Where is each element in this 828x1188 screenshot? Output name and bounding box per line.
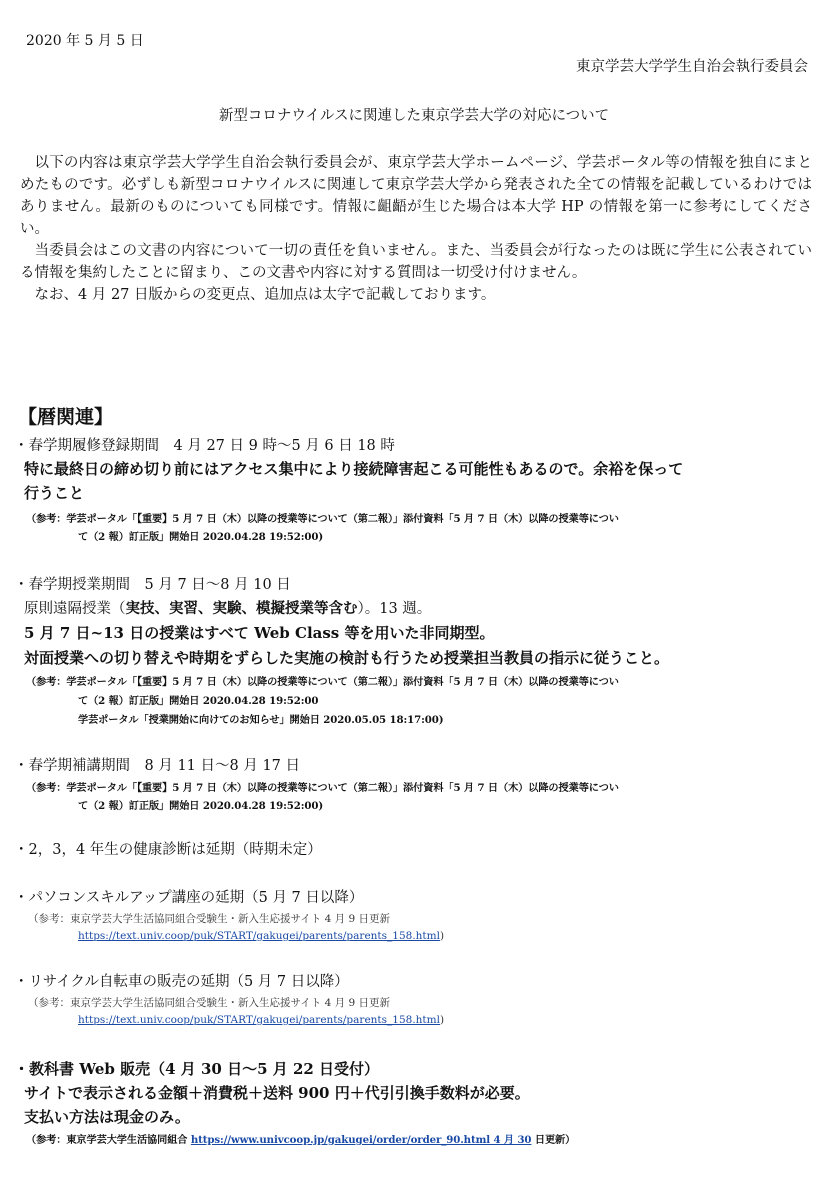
registration-bold-1: 特に最終日の締め切り前にはアクセス集中により接続障害起こる可能性もあるので。余裕を保って (24, 460, 684, 478)
supplementary-title: ・春学期補講期間 8 月 11 日〜8 月 17 日 (14, 758, 301, 774)
document-date: 2020 年 5 月 5 日 (26, 33, 144, 49)
registration-title: ・春学期履修登録期間 4 月 27 日 9 時〜5 月 6 日 18 時 (14, 438, 395, 454)
bicycle-ref-1: （参考：東京学芸大学生活協同組合受験生・新入生応援サイト 4 月 9 日更新 (28, 997, 390, 1009)
pc-skills-title: ・パソコンスキルアップ講座の延期（5 月 7 日以降） (14, 890, 364, 906)
registration-ref-2: て（2 報）訂正版」開始日 2020.04.28 19:52:00) (78, 531, 324, 543)
health-title: ・2，3，4 年生の健康診断は延期（時期未定） (14, 842, 322, 858)
classes-ref-1: （参考：学芸ポータル「【重要】5 月 7 日（木）以降の授業等について（第二報）」添付資料「5 月 7 日（木）以降の授業等につい (26, 676, 619, 688)
textbooks-ref-suffix: 日更新） (531, 1134, 576, 1146)
registration-ref-1: （参考：学芸ポータル「【重要】5 月 7 日（木）以降の授業等について（第二報）」添付資料「5 月 7 日（木）以降の授業等につい (26, 513, 619, 525)
classes-ref-3: 学芸ポータル「授業開始に向けてのお知らせ」開始日 2020.05.05 18:17:00) (78, 714, 444, 726)
registration-bold-2: 行うこと (24, 484, 85, 502)
textbooks-title: ・教科書 Web 販売（4 月 30 日〜5 月 22 日受付） (14, 1060, 380, 1078)
intro (20, 152, 812, 306)
bicycle-ref-close: ) (439, 1014, 445, 1026)
intro-paragraph-1: 以下の内容は東京学芸大学学生自治会執行委員会が、東京学芸大学ホームページ、学芸ポータル等の情報を独自にまとめたものです。必ずしも新型コロナウイルスに関連して東京学芸大学から発表された全ての情報を記載しているわけではありません。最新のものについても同様です。情報に齟齬が生じた場合は本大学 HP の情報を第一に参考にしてください。 (20, 155, 812, 237)
pc-skills-ref-2 (78, 930, 444, 942)
intro-paragraph-3: なお、4 月 27 日版からの変更点、追加点は太字で記載しております。 (34, 287, 496, 303)
classes-bold-2: 対面授業への切り替えや時期をずらした実施の検討も行うため授業担当教員の指示に従うこと。 (24, 649, 670, 667)
textbooks-ref (26, 1131, 575, 1146)
classes-remote-bold: 実技、実習、実験、模擬授業等含む (125, 600, 358, 617)
pc-skills-ref-1: （参考：東京学芸大学生活協同組合受験生・新入生応援サイト 4 月 9 日更新 (28, 913, 390, 925)
classes-remote-suffix: ）。13 週。 (357, 601, 432, 617)
pc-skills-link[interactable]: https://text.univ.coop/puk/START/gakugei/parents/parents_158.html (78, 930, 440, 942)
textbooks-bold-1: サイトで表示される金額＋消費税＋送料 900 円＋代引引換手数料が必要。 (24, 1084, 530, 1102)
bicycle-link[interactable]: https://text.univ.coop/puk/START/gakugei/parents/parents_158.html (78, 1014, 440, 1026)
classes-remote-prefix: 原則遠隔授業（ (24, 601, 126, 617)
textbooks-link-url[interactable]: https://www.univcoop.jp/gakugei/order/order_90.html (190, 1134, 491, 1146)
pc-skills-ref-close: ) (439, 930, 445, 942)
textbooks-ref-prefix: （参考：東京学芸大学生活協同組合 (26, 1134, 191, 1146)
bicycle-title: ・リサイクル自転車の販売の延期（5 月 7 日以降） (14, 974, 349, 990)
classes-title: ・春学期授業期間 5 月 7 日〜8 月 10 日 (14, 577, 291, 593)
classes-bold-1: 5 月 7 日~13 日の授業はすべて Web Class 等を用いた非同期型。 (24, 624, 495, 642)
document-title: 新型コロナウイルスに関連した東京学芸大学の対応について (218, 108, 610, 124)
bicycle-ref-2 (78, 1014, 444, 1026)
document-organization: 東京学芸大学学生自治会執行委員会 (576, 59, 808, 75)
supplementary-ref-2: て（2 報）訂正版」開始日 2020.04.28 19:52:00) (78, 800, 324, 812)
section-heading: 【暦関連】 (18, 406, 114, 428)
textbooks-link[interactable] (191, 1134, 532, 1146)
classes-remote (24, 597, 431, 618)
textbooks-bold-2: 支払い方法は現金のみ。 (24, 1108, 190, 1126)
intro-paragraph-2: 当委員会はこの文書の内容について一切の責任を負いません。また、当委員会が行なったのは既に学生に公表されている情報を集約したことに留まり、この文書や内容に対する質問は一切受け付けません。 (20, 243, 812, 281)
classes-ref-2: て（2 報）訂正版」開始日 2020.04.28 19:52:00 (78, 695, 319, 707)
supplementary-ref-1: （参考：学芸ポータル「【重要】5 月 7 日（木）以降の授業等について（第二報）」添付資料「5 月 7 日（木）以降の授業等につい (26, 782, 619, 794)
textbooks-link-tail[interactable]: 4 月 30 (490, 1134, 532, 1146)
